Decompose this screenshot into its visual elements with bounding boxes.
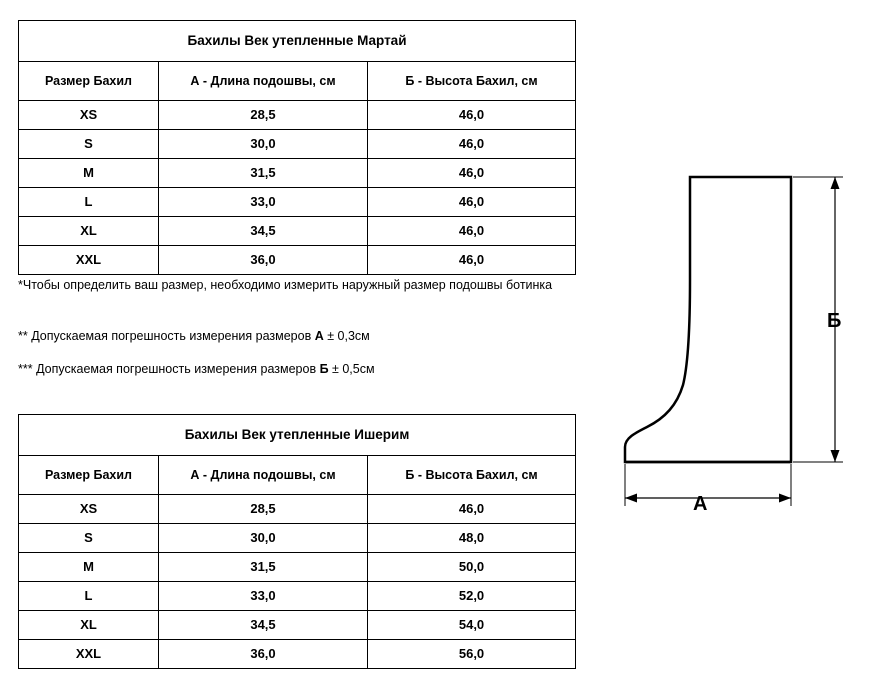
size-table-isherim — [18, 414, 576, 669]
table-title: Бахилы Век утепленные Мартай — [19, 21, 576, 62]
cell-size: XL — [19, 611, 159, 640]
note-tolerance-a — [18, 328, 558, 345]
table-row — [19, 159, 576, 188]
cell-sole-length: 28,5 — [159, 101, 368, 130]
table-row — [19, 188, 576, 217]
table-row — [19, 524, 576, 553]
cell-height: 46,0 — [368, 246, 576, 275]
table-row — [19, 640, 576, 669]
cell-height: 56,0 — [368, 640, 576, 669]
arrow-left-icon — [625, 494, 637, 503]
column-header-size: Размер Бахил — [19, 62, 159, 101]
table-row — [19, 495, 576, 524]
note-tolerance-b-value: ± 0,5см — [328, 362, 375, 376]
column-header-size: Размер Бахил — [19, 456, 159, 495]
table-title-row — [19, 21, 576, 62]
cell-size: XS — [19, 495, 159, 524]
column-header-height: Б - Высота Бахил, см — [368, 456, 576, 495]
table-row — [19, 553, 576, 582]
cell-size: XS — [19, 101, 159, 130]
cell-sole-length: 31,5 — [159, 553, 368, 582]
column-header-sole-length: А - Длина подошвы, см — [159, 62, 368, 101]
table-row — [19, 582, 576, 611]
cell-sole-length: 34,5 — [159, 217, 368, 246]
column-header-sole-length: А - Длина подошвы, см — [159, 456, 368, 495]
cell-height: 52,0 — [368, 582, 576, 611]
boot-diagram-svg — [595, 150, 860, 550]
arrow-down-icon — [831, 450, 840, 462]
note-measure-instruction: *Чтобы определить ваш размер, необходимо измерить наружный размер подошвы ботинка — [18, 278, 553, 292]
column-header-height: Б - Высота Бахил, см — [368, 62, 576, 101]
note-tolerance-a-symbol: А — [314, 329, 324, 343]
cell-height: 46,0 — [368, 217, 576, 246]
note-tolerance-b-prefix: *** Допускаемая погрешность измерения размеров — [18, 362, 320, 376]
height-dimension-label: Б — [827, 310, 842, 332]
cell-size: L — [19, 582, 159, 611]
length-dimension-label: А — [693, 493, 708, 515]
table-title-row — [19, 415, 576, 456]
cell-size: M — [19, 159, 159, 188]
table-row — [19, 246, 576, 275]
table-row — [19, 611, 576, 640]
table-header-row — [19, 62, 576, 101]
cell-size: M — [19, 553, 159, 582]
cell-size: L — [19, 188, 159, 217]
cell-sole-length: 33,0 — [159, 188, 368, 217]
table-row — [19, 101, 576, 130]
cell-height: 46,0 — [368, 159, 576, 188]
cell-sole-length: 33,0 — [159, 582, 368, 611]
note-tolerance-b — [18, 361, 558, 378]
cell-sole-length: 36,0 — [159, 640, 368, 669]
cell-height: 50,0 — [368, 553, 576, 582]
arrow-right-icon — [779, 494, 791, 503]
cell-height: 46,0 — [368, 101, 576, 130]
cell-sole-length: 30,0 — [159, 130, 368, 159]
cell-sole-length: 28,5 — [159, 495, 368, 524]
cell-height: 46,0 — [368, 495, 576, 524]
cell-size: S — [19, 524, 159, 553]
note-tolerance-b-symbol: Б — [319, 362, 329, 376]
cell-size: XL — [19, 217, 159, 246]
cell-size: S — [19, 130, 159, 159]
table-title: Бахилы Век утепленные Ишерим — [19, 415, 576, 456]
arrow-up-icon — [831, 177, 840, 189]
cell-height: 46,0 — [368, 130, 576, 159]
cell-height: 48,0 — [368, 524, 576, 553]
cell-sole-length: 30,0 — [159, 524, 368, 553]
cell-sole-length: 31,5 — [159, 159, 368, 188]
note-tolerance-a-prefix: ** Допускаемая погрешность измерения размеров — [18, 329, 315, 343]
boot-dimension-diagram — [595, 150, 860, 550]
note-tolerance-a-value: ± 0,3см — [323, 329, 370, 343]
cell-size: XXL — [19, 640, 159, 669]
cell-height: 54,0 — [368, 611, 576, 640]
table-header-row — [19, 456, 576, 495]
boot-shape — [625, 177, 791, 462]
cell-sole-length: 34,5 — [159, 611, 368, 640]
cell-sole-length: 36,0 — [159, 246, 368, 275]
table-row — [19, 130, 576, 159]
size-table-martay — [18, 20, 576, 275]
table-row — [19, 217, 576, 246]
cell-height: 46,0 — [368, 188, 576, 217]
cell-size: XXL — [19, 246, 159, 275]
